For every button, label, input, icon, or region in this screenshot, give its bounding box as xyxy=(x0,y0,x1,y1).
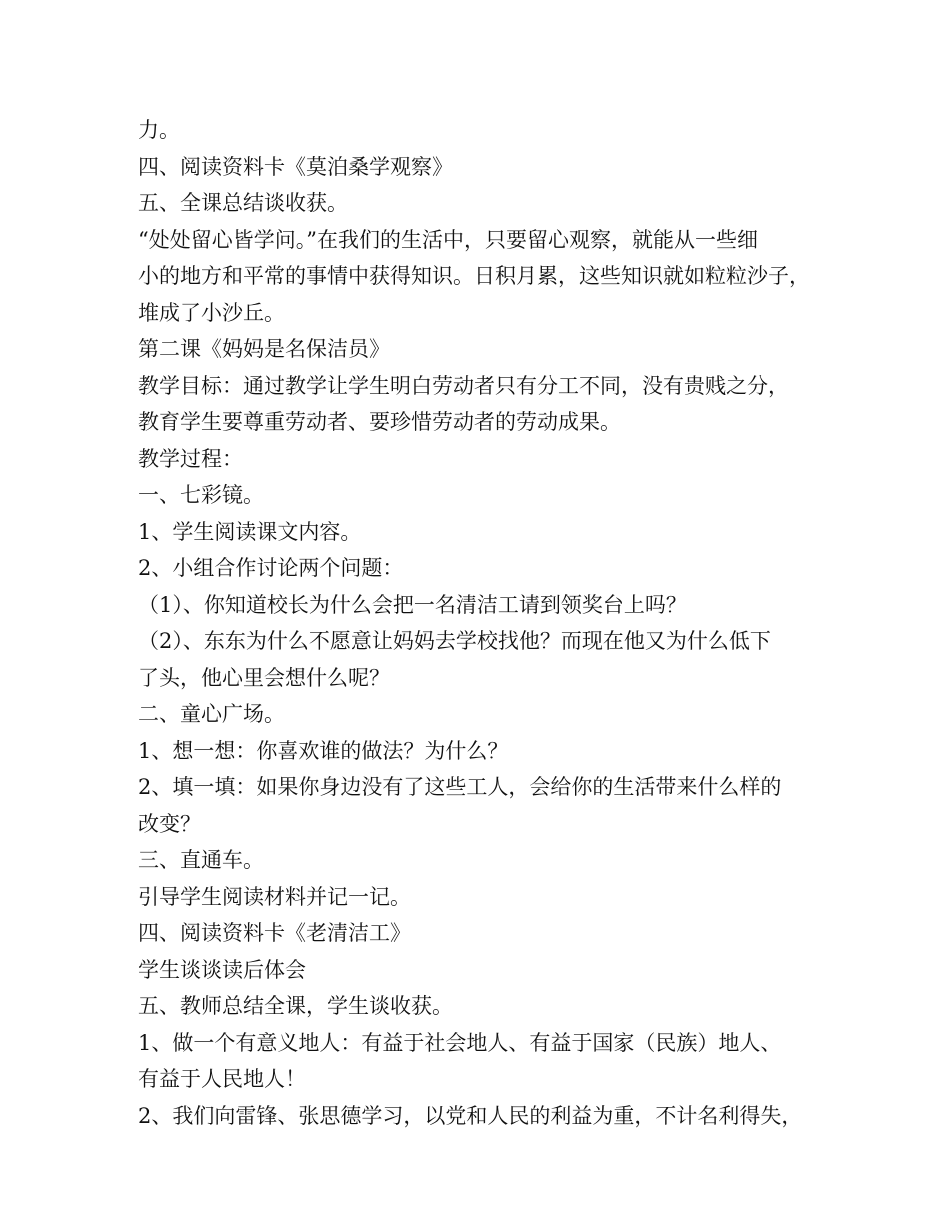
section-heading: 五、全课总结谈收获。 xyxy=(138,191,348,215)
list-item: 1、做一个有意义地人：有益于社会地人、有益于国家（民族）地人、 xyxy=(138,1030,782,1055)
list-item: 1、想一想：你喜欢谁的做法？为什么？ xyxy=(138,738,509,763)
text-line: 堆成了小沙丘。 xyxy=(138,300,285,325)
text-line: 小的地方和平常的事情中获得知识。日积月累，这些知识就如粒粒沙子， xyxy=(138,264,810,288)
text-line: 改变？ xyxy=(138,811,201,836)
text-line: 引导学生阅读材料并记一记。 xyxy=(138,884,411,909)
section-heading: 二、童心广场。 xyxy=(138,702,285,726)
text-line: 教学目标：通过教学让学生明白劳动者只有分工不同，没有贵贱之分， xyxy=(138,373,789,398)
section-heading: 四、阅读资料卡《老清洁工》 xyxy=(138,921,411,945)
text-line: 了头，他心里会想什么呢？ xyxy=(138,665,390,690)
list-item: （1）、你知道校长为什么会把一名清洁工请到领奖台上吗？ xyxy=(138,592,687,617)
text-line: “处处留心皆学问。”在我们的生活中，只要留心观察，就能从一些细 xyxy=(138,227,758,252)
section-heading: 三、直通车。 xyxy=(138,848,264,872)
section-heading: 四、阅读资料卡《莫泊桑学观察》 xyxy=(138,154,453,179)
list-item: 2、小组合作讨论两个问题： xyxy=(138,556,404,580)
text-line: 有益于人民地人！ xyxy=(138,1067,306,1091)
text-line: 学生谈谈读后体会 xyxy=(138,957,306,982)
text-line: 教育学生要尊重劳动者、要珍惜劳动者的劳动成果。 xyxy=(138,410,621,434)
list-item: 2、我们向雷锋、张思德学习，以党和人民的利益为重，不计名利得失， xyxy=(138,1103,803,1128)
section-heading: 五、教师总结全课，学生谈收获。 xyxy=(138,994,453,1018)
list-item: 1、学生阅读课文内容。 xyxy=(138,519,362,544)
text-line: 力。 xyxy=(138,118,180,142)
list-item: 2、填一填：如果你身边没有了这些工人，会给你的生活带来什么样的 xyxy=(138,775,782,799)
section-heading: 一、七彩镜。 xyxy=(138,483,264,507)
text-line: 教学过程： xyxy=(138,446,243,471)
lesson-title: 第二课《妈妈是名保洁员》 xyxy=(138,337,390,361)
document-body xyxy=(138,112,828,1134)
list-item: （2）、东东为什么不愿意让妈妈去学校找他？而现在他又为什么低下 xyxy=(138,629,771,653)
